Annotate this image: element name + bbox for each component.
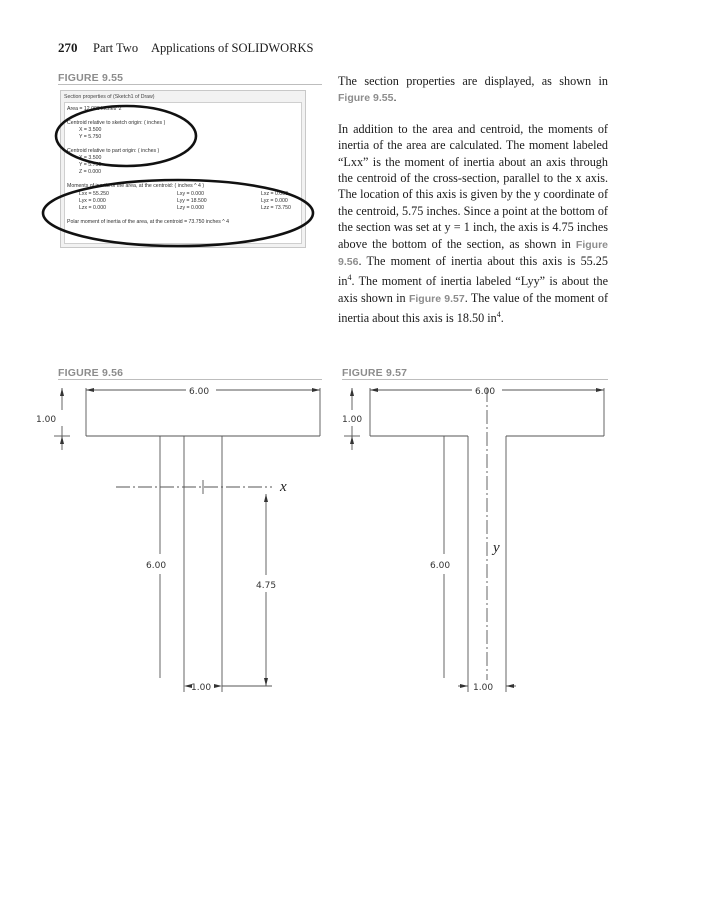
arrow-flange-top <box>350 388 354 396</box>
screenshot-title: Section properties of (Sketch1 of Draw) <box>64 94 155 100</box>
figure-9-55-rule <box>58 84 322 85</box>
arrow-top-left <box>86 388 94 392</box>
figure-9-57-ref[interactable]: Figure 9.57 <box>408 292 465 305</box>
dim-top-label: 6.00 <box>189 387 210 397</box>
part-label: Part Two <box>93 41 139 55</box>
moments-heading: Moments of inertia of the area, at the centroid: ( inches ^ 4 ) <box>67 183 205 189</box>
arrow-web-left <box>460 684 468 688</box>
polar-moment: Polar moment of inertia of the area, at the centroid = 73.750 inches ^ 4 <box>67 219 230 225</box>
p2-text-c: . The moment of inertia labeled “Lyy” is about the axis shown in <box>338 274 608 305</box>
centroid-highlight-ellipse <box>56 106 196 166</box>
p2-sup-2: 4 <box>496 310 501 320</box>
dim-flange-label: 1.00 <box>36 415 57 425</box>
centroid-part-x: X = 3.500 <box>79 155 102 161</box>
p2-text-a: In addition to the area and centroid, the moments of inertia of the area are calculated. The moment labeled “Lxx” is the moment of inertia about an axis through the centroid of the cross-section, parallel to the x axis. The location of this axis is given by the y coordinate of the centroid, 5.75 inches. Since a point at the bottom of the section was set at y = 1 inch, the axis is 4.75 inches above the bottom of the section, as shown in <box>338 121 608 251</box>
figure-9-56-ref[interactable]: Figure 9.56 <box>338 238 608 269</box>
arrow-web-right <box>506 684 514 688</box>
dim-web-height-label: 6.00 <box>430 561 451 571</box>
p1-text-b: . <box>393 90 397 105</box>
moment-lxx: Lxx = 55.250 <box>79 191 109 197</box>
arrow-axis-bottom <box>264 678 268 686</box>
p1-text-a: The section properties are displayed, as shown in <box>338 74 608 88</box>
moment-lxy: Lxy = 0.000 <box>177 191 204 197</box>
figure-9-55-ref[interactable]: Figure 9.55 <box>338 92 394 105</box>
p2-text-d: . The value of the moment of inertia about this axis is 18.50 in <box>338 290 608 326</box>
moment-lyy: Lyy = 18.500 <box>177 198 207 204</box>
figure-9-56-drawing <box>0 370 340 710</box>
moments-highlight-ellipse <box>43 180 313 246</box>
dim-web-width-label: 1.00 <box>473 683 494 693</box>
x-axis-label: x <box>280 479 287 495</box>
centroid-part-y: Y = 5.750 <box>79 162 102 168</box>
page-number: 270 <box>58 40 78 55</box>
area-value: Area = 12.000 inches^2 <box>67 106 122 112</box>
paragraph-2 <box>338 121 608 327</box>
moment-lyx: Lyx = 0.000 <box>79 198 106 204</box>
figure-9-55-label: FIGURE 9.55 <box>58 72 124 84</box>
figure-9-55-annotations <box>40 90 340 260</box>
centroid-sketch-x: X = 3.500 <box>79 127 102 133</box>
figure-9-56-label: FIGURE 9.56 <box>58 367 124 379</box>
arrow-top-right <box>312 388 320 392</box>
dim-web-height-label: 6.00 <box>146 561 167 571</box>
arrow-flange-bottom <box>350 436 354 444</box>
moment-lxz: Lxz = 0.000 <box>261 191 288 197</box>
moment-lzy: Lzy = 0.000 <box>177 205 204 211</box>
p2-text-b: . The moment of inertia about this axis is 55.25 in <box>338 254 608 289</box>
paragraph-1 <box>338 73 608 107</box>
centroid-part-z: Z = 0.000 <box>79 169 102 175</box>
p2-sup-1: 4 <box>347 273 352 283</box>
p2-text-e: . <box>500 311 504 326</box>
y-axis-label: y <box>493 540 500 556</box>
centroid-sketch-heading: Centroid relative to sketch origin: ( inches ) <box>67 120 166 126</box>
arrow-web-right <box>214 684 222 688</box>
moment-lzx: Lzx = 0.000 <box>79 205 106 211</box>
dim-web-width-label: 1.00 <box>191 683 212 693</box>
arrow-axis-top <box>264 494 268 502</box>
figure-9-57-drawing <box>330 370 619 710</box>
dim-top-label: 6.00 <box>475 387 496 397</box>
centroid-sketch-y: Y = 5.750 <box>79 134 102 140</box>
dim-axis-label: 4.75 <box>256 581 277 591</box>
figure-9-57-label: FIGURE 9.57 <box>342 367 408 379</box>
running-title: Applications of SOLIDWORKS <box>151 41 314 55</box>
dim-flange-label: 1.00 <box>342 415 363 425</box>
arrow-top-right <box>596 388 604 392</box>
arrow-flange-top <box>60 388 64 396</box>
arrow-flange-bottom <box>60 436 64 444</box>
moment-lyz: Lyz = 0.000 <box>261 198 288 204</box>
moment-lzz: Lzz = 73.750 <box>261 205 291 211</box>
arrow-top-left <box>370 388 378 392</box>
centroid-part-heading: Centroid relative to part origin: ( inches ) <box>67 148 160 154</box>
body-text <box>338 73 608 341</box>
